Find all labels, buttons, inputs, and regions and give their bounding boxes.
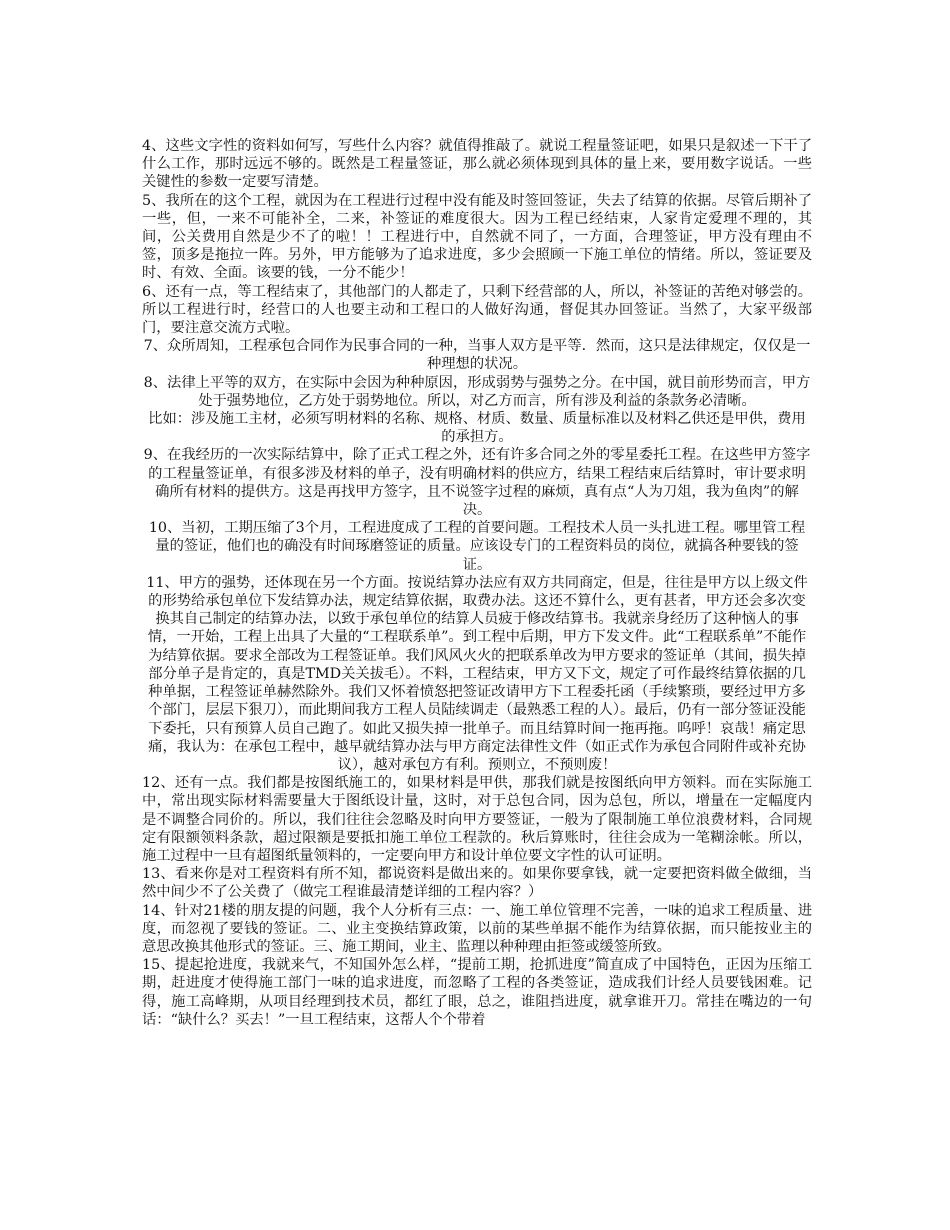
paragraph-4: 4、这些文字性的资料如何写，写些什么内容？就值得推敲了。就说工程量签证吧，如果只是叙述一下干了什么工作，那时远远不够的。既然是工程量签证，那么就必须体现到具体的量上来，要用数字说话。一些关键性的参数一定要写清楚。 [142, 138, 812, 191]
paragraph-7: 7、众所周知，工程承包合同作为民事合同的一种，当事人双方是平等．然而，这只是法律规定，仅仅是一种理想的状况。 [143, 338, 811, 373]
document-body [142, 137, 812, 1029]
paragraph-11: 11、甲方的强势，还体现在另一个方面。按说结算办法应有双方共同商定，但是，往往是甲方以上级文件的形势给承包单位下发结算办法，规定结算依据，取费办法。这还不算什么，更有甚者，甲方还会多次变换其自己制定的结算办法，以致于承包单位的结算人员疲于修改结算书。我就亲身经历了这种恼人的事情，一开始，工程上出具了大量的“工程联系单”。到工程中后期，甲方下发文件。此“工程联系单”不能作为结算依据。要求全部改为工程签证单。我们风风火火的把联系单改为甲方要求的签证单（其间，损失掉部分单子是肯定的，真是TMD关关拔毛）。不料，工程结束，甲方又下文，规定了可作最终结算依据的几种单据，工程签证单赫然除外。我们又怀着愤怒把签证改请甲方下工程委托函（手续繁琐，要经过甲方多个部门，层层下狠刀），而此期间我方工程人员陆续调走（最熟悉工程的人）。最后，仍有一部分签证没能下委托，只有预算人员自己跑了。如此又损失掉一批单子。而且结算时间一拖再拖。呜呼！哀哉！痛定思痛，我认为：在承包工程中，越早就结算办法与甲方商定法律性文件（如正式作为承包合同附件或补充协议），越对承包方有利。预则立，不预则废！ [146, 574, 808, 773]
paragraph-5: 5、我所在的这个工程，就因为在工程进行过程中没有能及时签回签证，失去了结算的依据。尽管后期补了一些，但，一来不可能补全，二来，补签证的难度很大。因为工程已经结束，人家肯定爱理不理的，其间，公关费用自然是少不了的啦！！工程进行中，自然就不同了，一方面，合理签证，甲方没有理由不签，顶多是拖拉一阵。另外，甲方能够为了追求进度，多少会照顾一下施工单位的情绪。所以，签证要及时、有效、全面。该要的钱，一分不能少！ [142, 192, 812, 282]
paragraph-10: 10、当初，工期压缩了3个月，工程进度成了工程的首要问题。工程技术人员一头扎进工程。哪里管工程量的签证，他们也的确没有时间琢磨签证的质量。应该设专门的工程资料员的岗位，就搞各种要钱的签证。 [148, 520, 806, 573]
paragraph-9: 9、在我经历的一次实际结算中，除了正式工程之外，还有许多合同之外的零星委托工程。在这些甲方签字的工程量签证单，有很多涉及材料的单子，没有明确材料的供应方，结果工程结束后结算时，审计要求明确所有材料的提供方。这是再找甲方签字，且不说签字过程的麻烦，真有点“人为刀俎，我为鱼肉”的解决。 [143, 447, 811, 519]
paragraph-8: 8、法律上平等的双方，在实际中会因为种种原因，形成弱势与强势之分。在中国，就目前形势而言，甲方处于强势地位，乙方处于弱势地位。所以，对乙方而言，所有涉及利益的条款务必清晰。 [143, 374, 811, 409]
paragraph-example: 比如：涉及施工主材，必须写明材料的名称、规格、材质、数量、质量标准以及材料乙供还是甲供，费用的承担方。 [148, 411, 806, 446]
paragraph-13: 13、看来你是对工程资料有所不知，都说资料是做出来的。如果你要拿钱，就一定要把资料做全做细，当然中间少不了公关费了（做完工程谁最清楚详细的工程内容？） [142, 866, 812, 901]
paragraph-14: 14、针对21楼的朋友提的问题，我个人分析有三点：一、施工单位管理不完善，一味的追求工程质量、进度，而忽视了要钱的签证。二、业主变换结算政策，以前的某些单据不能作为结算依据，而只能按业主的意思改换其他形式的签证。三、施工期间，业主、监理以种种理由拒签或缓签所致。 [142, 902, 812, 955]
paragraph-6: 6、还有一点，等工程结束了，其他部门的人都走了，只剩下经营部的人，所以，补签证的苦绝对够尝的。所以工程进行时，经营口的人也要主动和工程口的人做好沟通，督促其办回签证。当然了，大家平级部门，要注意交流方式啦。 [142, 283, 812, 337]
paragraph-12: 12、还有一点。我们都是按图纸施工的，如果材料是甲供，那我们就是按图纸向甲方领料。而在实际施工中，常出现实际材料需要量大于图纸设计量，这时，对于总包合同，因为总包，所以，增量在一定幅度内是不调整合同价的。所以，我们往往会忽略及时向甲方要签证，一般为了限制施工单位浪费材料，合同规定有限额领料条款，超过限额是要抵扣施工单位工程款的。秋后算账时，往往会成为一笔糊涂帐。所以，施工过程中一旦有超图纸量领料的，一定要向甲方和设计单位要文字性的认可证明。 [142, 775, 812, 864]
paragraph-15: 15、提起抢进度，我就来气，不知国外怎么样，“提前工期，抢抓进度”简直成了中国特色，正因为压缩工期，赶进度才使得施工部门一味的追求进度，而忽略了工程的各类签证，造成我们计经人员要钱困难。记得，施工高峰期，从项目经理到技术员，都红了眼，总之，谁阻挡进度，就拿谁开刀。常挂在嘴边的一句话：“缺什么？买去！”一旦工程结束，这帮人个个带着 [142, 957, 812, 1028]
